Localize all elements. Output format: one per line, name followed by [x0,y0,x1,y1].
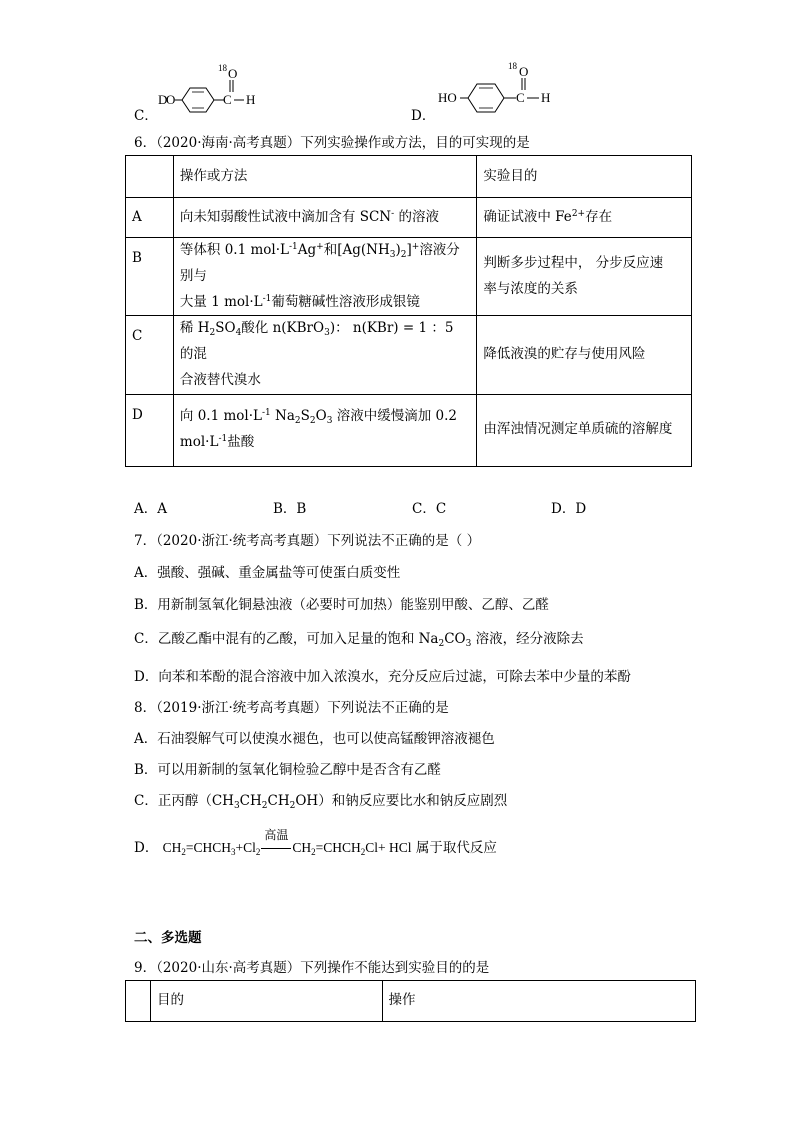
q6-option-a: A．A [134,501,167,517]
q6-option-c: C．C [412,501,447,517]
q9-header-purpose: 目的 [150,981,382,1022]
q6-stem: 6．（2020·海南·高考真题）下列实验操作或方法，目的可实现的是 [134,135,530,151]
q6-header-blank [126,156,174,198]
q6-row-b [126,238,692,316]
q8-d-arrow [260,828,292,856]
q6-options [134,497,586,517]
q6-option-d: D．D [551,501,587,517]
c-o-sup: 18 [218,63,227,73]
q8-stem: 8．（2019·浙江·统考高考真题）下列说法不正确的是 [134,700,449,716]
row-label: A [126,198,174,238]
svg-text:C: C [223,92,232,107]
q9-header-operation: 操作 [382,981,695,1022]
row-label: B [126,238,174,316]
q8-option-c: C．正丙醇$(CH_3CH_2CH_2OH)$和钠反应要比水和钠反应剧烈 [134,793,508,811]
q8-option-d [134,828,497,857]
q7-stem: 7．（2020·浙江·统考高考真题）下列说法不正确的是（ ） [134,533,481,549]
q7-option-c: C．乙酸乙酯中混有的乙酸，可加入足量的饱和 $Na_2CO_3$ 溶液，经分液除去 [134,631,584,649]
d-h: H [541,90,551,105]
row-purpose: 判断多步过程中， 分步反应速 率与浓度的关系 [477,238,692,316]
q8-d-condition: 高温 [264,828,289,842]
d-o: O [519,64,529,79]
q9-table [125,980,696,1022]
q5-option-c-structure [158,62,268,112]
q7-option-b: B．用新制氢氧化铜悬浊液（必要时可加热）能鉴别甲酸、乙醇、乙醛 [134,597,549,613]
q9-header-blank [126,981,151,1022]
q8-d-rhs: $CH_2=CHCH_2Cl+$ HCl [292,840,412,857]
c-o: O [228,66,238,81]
d-left-ho: HO [438,90,457,105]
c-left-prefix: D [158,92,168,107]
q8-d-label: D． [134,840,159,856]
row-label: C [126,316,174,394]
q5-option-d-label: D． [411,108,436,124]
q6-header-row [126,156,692,198]
row-purpose: 确证试液中 $Fe^{2+}$存在 [477,198,692,238]
q5-option-c-label: C． [134,108,158,124]
section-title: 二、多选题 [134,930,202,946]
d-o-sup: 18 [508,61,517,71]
q8-d-tail: 属于取代反应 [415,840,497,856]
row-purpose: 由浑浊情况测定单质硫的溶解度 [477,394,692,466]
q8-option-b: B．可以用新制的氢氧化铜检验乙醇中是否含有乙醛 [134,762,441,778]
row-method: 向未知弱酸性试液中滴加含有 SCN- 的溶液 [173,198,476,238]
row-method: 向 0.1 $mol\cdot L^{-1}$ $Na_2S_2O_3$ 溶液中缓慢滴加 0.2 $mol\cdot L^{-1}$盐酸 [173,394,476,466]
q6-header-method: 操作或方法 [173,156,476,198]
row-method: 稀 $H_2SO_4$酸化 n(KBrO$_3$)： n(KBr) = 1 ：5 的混 合液替代溴水 [173,316,476,394]
q6-option-b: B．B [273,501,307,517]
q9-stem: 9．（2020·山东·高考真题）下列操作不能达到实验目的的是 [134,960,490,976]
q8-d-lhs: $CH_2=CHCH_3+Cl_2$ [162,840,261,857]
q7-option-a: A．强酸、强碱、重金属盐等可使蛋白质变性 [134,565,401,581]
c-h: H [246,92,256,107]
q6-row-d [126,394,692,466]
q7-option-d: D．向苯和苯酚的混合溶液中加入浓溴水，充分反应后过滤，可除去苯中少量的苯酚 [134,669,631,685]
q6-table [125,155,692,467]
q6-row-a [126,198,692,238]
row-label: D [126,394,174,466]
row-method: 等体积 0.1 $mol\cdot L^{-1}Ag^+$和$[Ag(NH_3)_2]^+$溶液分别与 大量 1 $mol\cdot L^{-1}$葡萄糖碱性溶液形成银镜 [173,238,476,316]
q9-header-row [126,981,696,1022]
q5-option-d-structure [438,60,568,116]
c-left-o: O [166,92,176,107]
q6-header-purpose: 实验目的 [477,156,692,198]
svg-text:C: C [516,90,525,105]
row-purpose: 降低液溴的贮存与使用风险 [477,316,692,394]
q8-option-a: A．石油裂解气可以使溴水褪色，也可以使高锰酸钾溶液褪色 [134,731,495,747]
q6-row-c [126,316,692,394]
